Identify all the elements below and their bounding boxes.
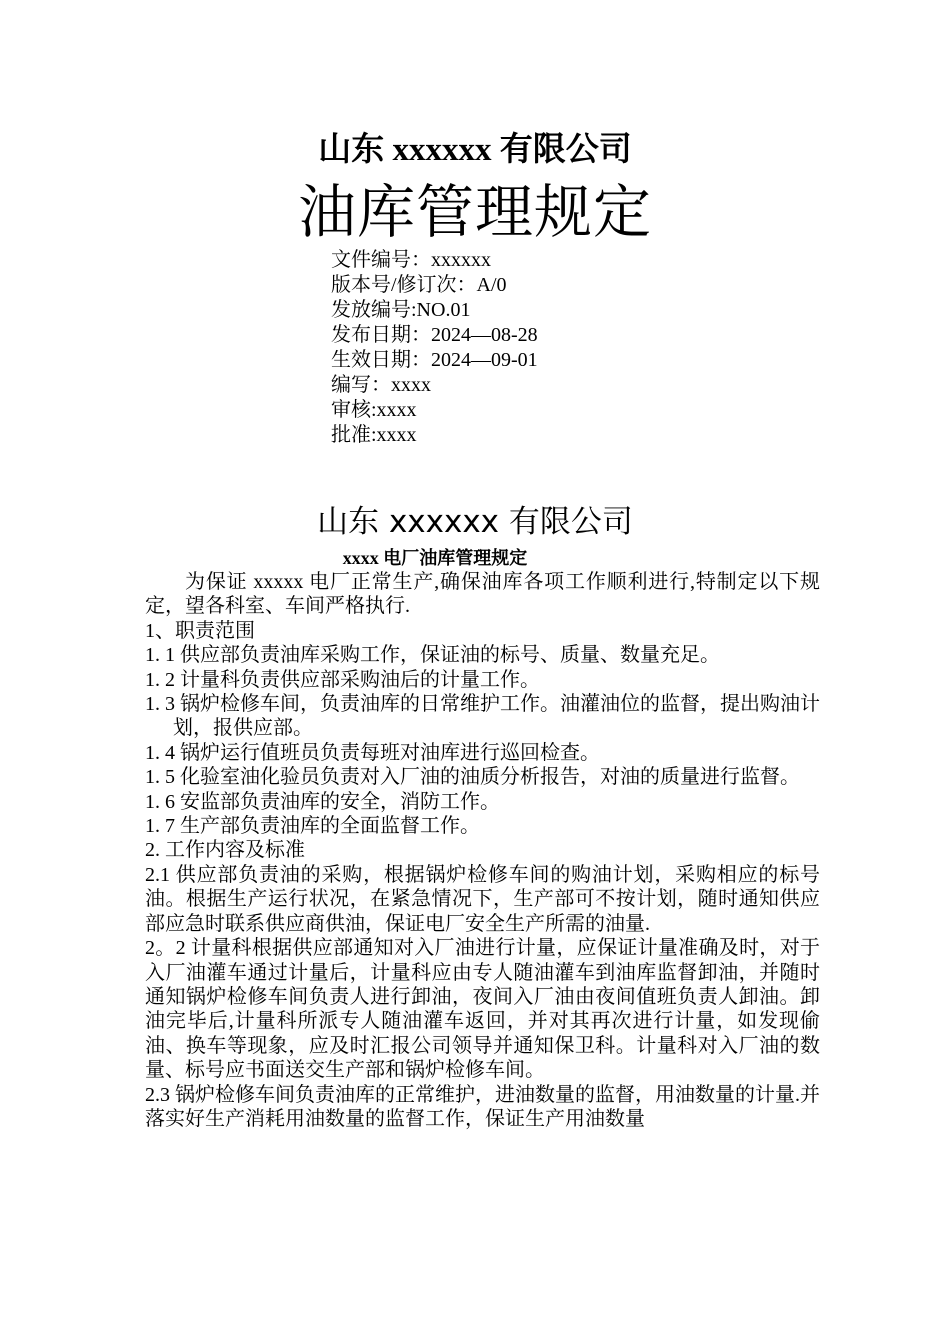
list-item: 1. 3 锅炉检修车间，负责油库的日常维护工作。油灌油位的监督，提出购油计划，报供应部。	[145, 693, 820, 740]
document-body	[145, 570, 820, 1131]
cover-company-name: 山东 xxxxxx 有限公司	[318, 132, 632, 168]
list-item: 1. 7 生产部负责油库的全面监督工作。	[145, 815, 480, 838]
list-item: 1. 4 锅炉运行值班员负责每班对油库进行巡回检查。	[145, 741, 600, 764]
body-company-name: 山东 xxxxxx 有限公司	[317, 504, 633, 540]
list-item: 1. 1 供应部负责油库采购工作，保证油的标号、质量、数量充足。	[145, 644, 720, 667]
body-paragraph: 2.3 锅炉检修车间负责油库的正常维护，进油数量的监督，用油数量的计量.并落实好生产消耗用油数量的监督工作，保证生产用油数量	[145, 1083, 820, 1130]
section-heading-work: 2. 工作内容及标准	[145, 839, 305, 862]
meta-reviewer: 审核:xxxx	[331, 399, 417, 421]
document-meta-block	[331, 248, 538, 448]
meta-author: 编写：xxxx	[331, 374, 431, 396]
list-item: 1. 2 计量科负责供应部采购油后的计量工作。	[145, 668, 540, 691]
list-item: 1. 5 化验室油化验员负责对入厂油的油质分析报告，对油的质量进行监督。	[145, 766, 800, 789]
list-item: 1. 6 安监部负责油库的安全，消防工作。	[145, 790, 500, 813]
body-subtitle: xxxx 电厂油库管理规定	[342, 548, 528, 568]
meta-publish-date: 发布日期：2024—08-28	[331, 324, 538, 346]
intro-paragraph: 为保证 xxxxx 电厂正常生产,确保油库各项工作顺利进行,特制定以下规定，望各科室、车间严格执行.	[145, 571, 820, 618]
body-paragraph: 2.1 供应部负责油的采购，根据锅炉检修车间的购油计划，采购相应的标号油。根据生产运行状况，在紧急情况下，生产部可不按计划，随时通知供应部应急时联系供应商供油，保证电厂安全生产所需的油量.	[145, 863, 820, 935]
meta-approver: 批准:xxxx	[331, 424, 417, 446]
meta-effective-date: 生效日期：2024—09-01	[331, 349, 538, 371]
meta-version: 版本号/修订次：A/0	[331, 274, 507, 296]
cover-document-title: 油库管理规定	[297, 178, 652, 246]
body-paragraph: 2。2 计量科根据供应部通知对入厂油进行计量，应保证计量准确及时，对于入厂油灌车通过计量后，计量科应由专人随油灌车到油库监督卸油，并随时通知锅炉检修车间负责人进行卸油，夜间入厂油由夜间值班负责人卸油。卸油完毕后,计量科所派专人随油灌车返回，并对其再次进行计量，如发现偷油、换车等现象，应及时汇报公司领导并通知保卫科。计量科对入厂油的数量、标号应书面送交生产部和锅炉检修车间。	[145, 937, 820, 1082]
meta-doc-number: 文件编号：xxxxxx	[331, 249, 491, 271]
meta-issue-number: 发放编号:NO.01	[331, 299, 471, 321]
section-heading-scope: 1、职责范围	[145, 619, 255, 642]
